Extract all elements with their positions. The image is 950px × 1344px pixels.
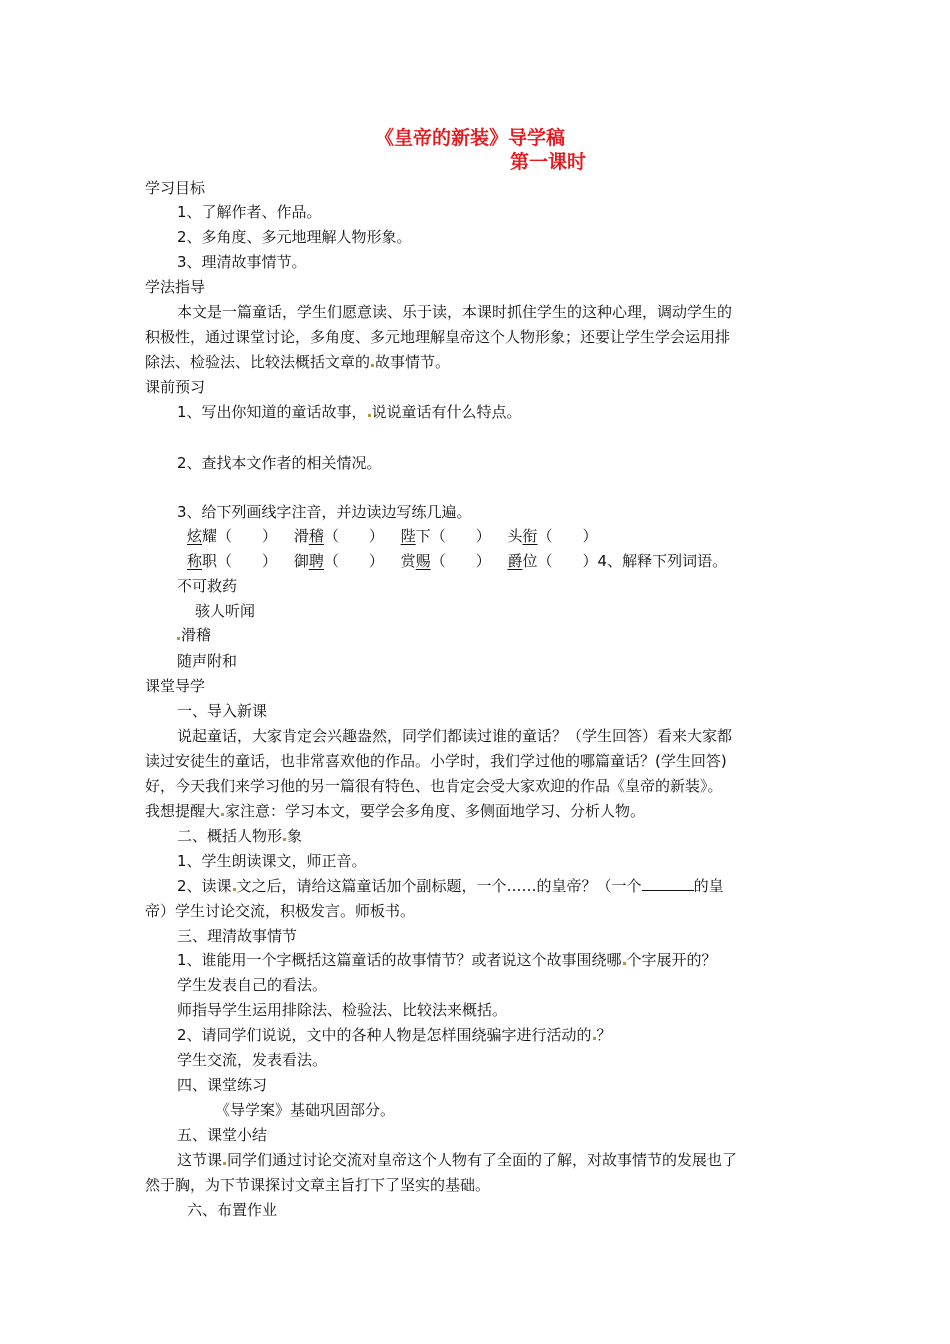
subheading: 四、课堂练习 xyxy=(177,1076,268,1094)
word: 陛下 xyxy=(400,527,431,545)
stray-mark xyxy=(283,838,286,841)
stray-mark xyxy=(371,364,374,367)
phonetic-row: 炫耀（ ） 滑稽（ ） 陛下（ ） 头衔（ ） xyxy=(187,527,598,545)
document-title: 《皇帝的新装》导学稿 xyxy=(375,127,566,149)
step-item: 1、谁能用一个字概括这篇童话的故事情节？或者说这个故事围绕哪 个字展开的？ xyxy=(177,951,717,969)
vocab-term: 骇人听闻 xyxy=(195,602,256,620)
intro-paragraph-line: 好，今天我们来学习他的另一篇很有特色、也肯定会受大家欢迎的作品《皇帝的新装》。 xyxy=(145,777,723,795)
step-item: 2、请同学们说说，文中的各种人物是怎样围绕骗字进行活动的 ？ xyxy=(177,1026,612,1044)
phonetic-row: 称职（ ） 御聘（ ） 赏赐（ ） 爵位（ ）4、解释下列词语。 xyxy=(187,552,728,570)
stray-mark xyxy=(623,962,626,965)
section-class: 课堂导学 xyxy=(145,677,206,695)
stray-mark xyxy=(368,414,371,417)
section-preview: 课前预习 xyxy=(145,378,206,396)
lesson-subtitle: 第一课时 xyxy=(510,151,587,173)
word: 爵位 xyxy=(507,552,538,570)
summary-paragraph-line: 这节课 同学们通过讨论交流对皇帝这个人物有了全面的了解，对故事情节的发展也了 xyxy=(177,1151,738,1169)
step-item: 《导学案》基础巩固部分。 xyxy=(215,1101,396,1119)
word: 滑稽 xyxy=(293,527,324,545)
word: 炫耀 xyxy=(187,527,218,545)
stray-mark xyxy=(221,813,224,816)
intro-paragraph-line: 读过安徒生的童话，也非常喜欢他的作品。小学时，我们学过他的哪篇童话？(学生回答) xyxy=(145,752,727,770)
preview-item: 2、查找本文作者的相关情况。 xyxy=(177,454,382,472)
subheading: 六、布置作业 xyxy=(187,1201,278,1219)
step-item: 学生交流，发表看法。 xyxy=(177,1051,328,1069)
stray-mark xyxy=(177,637,180,640)
section-goals: 学习目标 xyxy=(145,179,206,197)
method-paragraph-line: 除法、检验法、比较法概括文章的 故事情节。 xyxy=(145,353,451,371)
word: 御聘 xyxy=(293,552,324,570)
goal-item: 1、了解作者、作品。 xyxy=(177,203,322,221)
step-item: 1、学生朗读课文，师正音。 xyxy=(177,852,367,870)
intro-paragraph-line: 我想提醒大 家注意：学习本文，要学会多角度、多侧面地学习、分析人物。 xyxy=(145,802,646,820)
stray-mark xyxy=(593,1037,596,1040)
vocab-term: 滑稽 xyxy=(177,625,211,645)
stray-mark xyxy=(223,1162,226,1165)
step-item: 2、读课 文之后，请给这篇童话加个副标题，一个……的皇帝？（一个 的皇 xyxy=(177,877,724,895)
word: 称职 xyxy=(187,552,218,570)
section-method: 学法指导 xyxy=(145,278,206,296)
word: 赏赐 xyxy=(400,552,431,570)
subheading: 五、课堂小结 xyxy=(177,1126,268,1144)
method-paragraph-line: 本文是一篇童话，学生们愿意读、乐于读，本课时抓住学生的这种心理，调动学生的 xyxy=(177,303,733,321)
step-item: 学生发表自己的看法。 xyxy=(177,976,328,994)
subheading: 二、概括人物形 象 xyxy=(177,827,303,845)
goal-item: 3、理清故事情节。 xyxy=(177,253,307,271)
vocab-term: 随声附和 xyxy=(177,652,238,670)
vocab-term: 不可救药 xyxy=(177,577,238,595)
summary-paragraph-line: 然于胸，为下节课探讨文章主旨打下了坚实的基础。 xyxy=(145,1176,491,1194)
preview-item: 3、给下列画线字注音，并边读边写练几遍。 xyxy=(177,503,472,521)
step-item: 师指导学生运用排除法、检验法、比较法来概括。 xyxy=(177,1001,508,1019)
preview-item: 1、写出你知道的童话故事， 说说童话有什么特点。 xyxy=(177,403,522,421)
stray-mark xyxy=(233,888,236,891)
intro-paragraph-line: 说起童话，大家肯定会兴趣盎然，同学们都读过谁的童话？（学生回答）看来大家都 xyxy=(177,727,733,745)
subheading: 三、理清故事情节 xyxy=(177,927,298,945)
step-item: 帝）学生讨论交流，积极发言。师板书。 xyxy=(145,902,416,920)
method-paragraph-line: 积极性，通过课堂讨论，多角度、多元地理解皇帝这个人物形象；还要让学生学会运用排 xyxy=(145,328,731,346)
word: 头衔 xyxy=(507,527,538,545)
fill-blank xyxy=(642,876,694,891)
subheading: 一、导入新课 xyxy=(177,702,268,720)
goal-item: 2、多角度、多元地理解人物形象。 xyxy=(177,228,412,246)
